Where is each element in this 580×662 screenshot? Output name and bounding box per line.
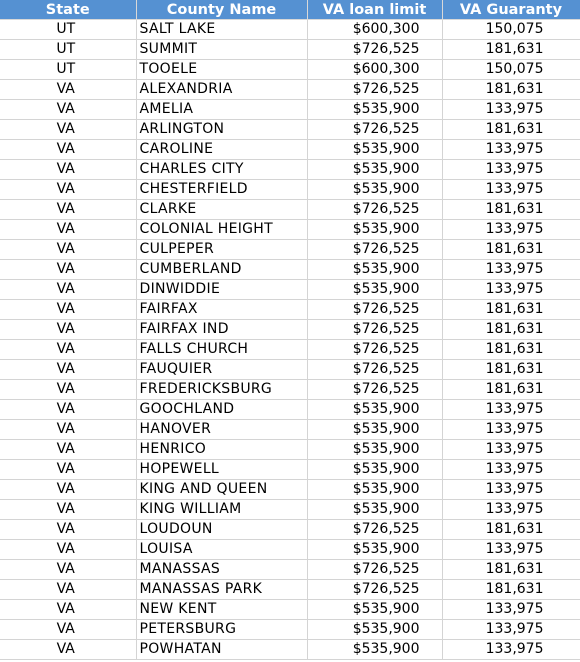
table-row [0, 400, 580, 420]
state-cell[interactable]: VA [0, 460, 136, 480]
state-cell[interactable]: VA [0, 120, 136, 140]
county-name-cell[interactable]: FALLS CHURCH [136, 340, 307, 360]
county-name-cell[interactable]: FREDERICKSBURG [136, 380, 307, 400]
county-name-cell[interactable]: CAROLINE [136, 140, 307, 160]
va-loan-limit-cell[interactable]: $535,900 [307, 600, 442, 620]
state-cell[interactable]: VA [0, 560, 136, 580]
va-guaranty-cell[interactable]: 181,631 [442, 300, 580, 320]
county-name-cell[interactable]: SUMMIT [136, 40, 307, 60]
table-row [0, 340, 580, 360]
state-cell[interactable]: VA [0, 440, 136, 460]
va-guaranty-cell[interactable]: 133,975 [442, 540, 580, 560]
county-name-cell[interactable]: FAIRFAX [136, 300, 307, 320]
va-guaranty-cell[interactable]: 133,975 [442, 420, 580, 440]
county-name-cell[interactable]: TOOELE [136, 60, 307, 80]
state-cell[interactable]: VA [0, 480, 136, 500]
county-name-cell[interactable]: FAIRFAX IND [136, 320, 307, 340]
county-name-cell[interactable]: POWHATAN [136, 640, 307, 660]
table-row [0, 560, 580, 580]
va-guaranty-cell[interactable]: 181,631 [442, 360, 580, 380]
va-guaranty-cell[interactable]: 181,631 [442, 320, 580, 340]
county-name-cell[interactable]: NEW KENT [136, 600, 307, 620]
state-cell[interactable]: VA [0, 640, 136, 660]
va-guaranty-cell[interactable]: 133,975 [442, 460, 580, 480]
va-guaranty-cell[interactable]: 133,975 [442, 480, 580, 500]
va-guaranty-cell[interactable]: 133,975 [442, 140, 580, 160]
va-guaranty-cell[interactable]: 181,631 [442, 40, 580, 60]
county-name-cell[interactable]: HANOVER [136, 420, 307, 440]
va-loan-limit-cell[interactable]: $726,525 [307, 380, 442, 400]
va-loan-limit-cell[interactable]: $726,525 [307, 80, 442, 100]
va-loan-limit-cell[interactable]: $726,525 [307, 240, 442, 260]
va-loan-limit-cell[interactable]: $535,900 [307, 620, 442, 640]
table-row [0, 640, 580, 660]
county-name-cell[interactable]: CULPEPER [136, 240, 307, 260]
county-name-cell[interactable]: GOOCHLAND [136, 400, 307, 420]
county-name-cell[interactable]: FAUQUIER [136, 360, 307, 380]
county-name-cell[interactable]: CHESTERFIELD [136, 180, 307, 200]
va-loan-limit-cell[interactable]: $726,525 [307, 360, 442, 380]
va-loan-limit-cell[interactable]: $726,525 [307, 120, 442, 140]
va-loan-limit-cell[interactable]: $726,525 [307, 40, 442, 60]
va-loan-limit-cell[interactable]: $600,300 [307, 20, 442, 40]
county-name-cell[interactable]: HOPEWELL [136, 460, 307, 480]
state-cell[interactable]: VA [0, 400, 136, 420]
va-loan-limit-cell[interactable]: $600,300 [307, 60, 442, 80]
county-name-cell[interactable]: DINWIDDIE [136, 280, 307, 300]
table-row [0, 200, 580, 220]
table-row [0, 160, 580, 180]
table-row [0, 460, 580, 480]
va-loan-limit-cell[interactable]: $535,900 [307, 260, 442, 280]
table-row [0, 600, 580, 620]
va-guaranty-cell[interactable]: 181,631 [442, 380, 580, 400]
va-guaranty-cell[interactable]: 133,975 [442, 500, 580, 520]
state-cell[interactable]: VA [0, 420, 136, 440]
table-body [0, 20, 580, 660]
state-cell[interactable]: VA [0, 180, 136, 200]
county-name-cell[interactable]: ALEXANDRIA [136, 80, 307, 100]
va-loan-limit-cell[interactable]: $726,525 [307, 580, 442, 600]
va-loan-limit-cell[interactable]: $535,900 [307, 640, 442, 660]
va-guaranty-cell[interactable]: 133,975 [442, 280, 580, 300]
va-guaranty-cell[interactable]: 181,631 [442, 520, 580, 540]
table-row [0, 100, 580, 120]
va-guaranty-cell[interactable]: 181,631 [442, 120, 580, 140]
state-cell[interactable]: VA [0, 320, 136, 340]
va-loan-limit-cell[interactable]: $726,525 [307, 340, 442, 360]
va-loan-limit-cell[interactable]: $535,900 [307, 100, 442, 120]
table-row [0, 540, 580, 560]
county-name-cell[interactable]: PETERSBURG [136, 620, 307, 640]
va-guaranty-cell[interactable]: 133,975 [442, 600, 580, 620]
county-name-cell[interactable]: CUMBERLAND [136, 260, 307, 280]
state-cell[interactable]: VA [0, 360, 136, 380]
table-row [0, 280, 580, 300]
county-name-cell[interactable]: LOUISA [136, 540, 307, 560]
table-row [0, 120, 580, 140]
state-cell[interactable]: VA [0, 160, 136, 180]
county-name-cell[interactable]: AMELIA [136, 100, 307, 120]
va-loan-limit-cell[interactable]: $726,525 [307, 560, 442, 580]
va-guaranty-cell[interactable]: 133,975 [442, 620, 580, 640]
va-guaranty-cell[interactable]: 150,075 [442, 20, 580, 40]
county-name-cell[interactable]: MANASSAS PARK [136, 580, 307, 600]
table-row [0, 220, 580, 240]
county-name-cell[interactable]: ARLINGTON [136, 120, 307, 140]
table-row [0, 480, 580, 500]
va-loan-limit-cell[interactable]: $535,900 [307, 480, 442, 500]
state-cell[interactable]: VA [0, 100, 136, 120]
county-name-cell[interactable]: MANASSAS [136, 560, 307, 580]
table-row [0, 580, 580, 600]
state-cell[interactable]: VA [0, 580, 136, 600]
va-loan-limit-cell[interactable]: $535,900 [307, 540, 442, 560]
county-name-cell[interactable]: CHARLES CITY [136, 160, 307, 180]
va-guaranty-cell[interactable]: 181,631 [442, 80, 580, 100]
va-guaranty-cell[interactable]: 133,975 [442, 220, 580, 240]
state-cell[interactable]: VA [0, 340, 136, 360]
state-cell[interactable]: VA [0, 520, 136, 540]
va-guaranty-cell[interactable]: 133,975 [442, 440, 580, 460]
va-guaranty-cell[interactable]: 181,631 [442, 580, 580, 600]
table-row [0, 240, 580, 260]
table-row [0, 500, 580, 520]
state-cell[interactable]: VA [0, 260, 136, 280]
header-state[interactable]: State [0, 0, 136, 20]
header-row [0, 0, 580, 20]
va-loan-limit-cell[interactable]: $535,900 [307, 400, 442, 420]
va-guaranty-cell[interactable]: 181,631 [442, 240, 580, 260]
state-cell[interactable]: VA [0, 200, 136, 220]
header-va-guaranty[interactable]: VA Guaranty [442, 0, 580, 20]
state-cell[interactable]: UT [0, 60, 136, 80]
state-cell[interactable]: VA [0, 540, 136, 560]
county-name-cell[interactable]: LOUDOUN [136, 520, 307, 540]
table-row [0, 80, 580, 100]
table-row [0, 20, 580, 40]
va-loan-limit-cell[interactable]: $726,525 [307, 520, 442, 540]
state-cell[interactable]: VA [0, 80, 136, 100]
header-va-loan-limit[interactable]: VA loan limit [307, 0, 442, 20]
va-guaranty-cell[interactable]: 181,631 [442, 200, 580, 220]
table-row [0, 380, 580, 400]
va-guaranty-cell[interactable]: 133,975 [442, 180, 580, 200]
va-guaranty-cell[interactable]: 133,975 [442, 400, 580, 420]
va-guaranty-cell[interactable]: 133,975 [442, 640, 580, 660]
state-cell[interactable]: UT [0, 20, 136, 40]
table-row [0, 140, 580, 160]
state-cell[interactable]: VA [0, 300, 136, 320]
va-loan-limit-cell[interactable]: $726,525 [307, 300, 442, 320]
va-loan-limit-cell[interactable]: $535,900 [307, 420, 442, 440]
table-row [0, 300, 580, 320]
va-loan-limit-cell[interactable]: $535,900 [307, 440, 442, 460]
va-guaranty-cell[interactable]: 133,975 [442, 260, 580, 280]
table-row [0, 40, 580, 60]
table-row [0, 60, 580, 80]
state-cell[interactable]: UT [0, 40, 136, 60]
state-cell[interactable]: VA [0, 500, 136, 520]
county-name-cell[interactable]: CLARKE [136, 200, 307, 220]
va-guaranty-cell[interactable]: 181,631 [442, 560, 580, 580]
table-row [0, 620, 580, 640]
state-cell[interactable]: VA [0, 280, 136, 300]
table-header [0, 0, 580, 20]
county-name-cell[interactable]: COLONIAL HEIGHT [136, 220, 307, 240]
va-guaranty-cell[interactable]: 133,975 [442, 160, 580, 180]
va-loan-limit-cell[interactable]: $535,900 [307, 140, 442, 160]
state-cell[interactable]: VA [0, 380, 136, 400]
va-guaranty-cell[interactable]: 150,075 [442, 60, 580, 80]
table-row [0, 420, 580, 440]
va-guaranty-cell[interactable]: 133,975 [442, 100, 580, 120]
va-loan-limit-cell[interactable]: $535,900 [307, 180, 442, 200]
county-name-cell[interactable]: HENRICO [136, 440, 307, 460]
va-guaranty-cell[interactable]: 181,631 [442, 340, 580, 360]
table-row [0, 180, 580, 200]
va-loan-limit-cell[interactable]: $535,900 [307, 160, 442, 180]
va-loan-limit-cell[interactable]: $726,525 [307, 320, 442, 340]
county-name-cell[interactable]: KING AND QUEEN [136, 480, 307, 500]
table-row [0, 440, 580, 460]
table-row [0, 360, 580, 380]
state-cell[interactable]: VA [0, 240, 136, 260]
county-name-cell[interactable]: SALT LAKE [136, 20, 307, 40]
va-loan-limit-cell[interactable]: $535,900 [307, 280, 442, 300]
state-cell[interactable]: VA [0, 620, 136, 640]
va-loan-limit-cell[interactable]: $535,900 [307, 500, 442, 520]
header-county-name[interactable]: County Name [136, 0, 307, 20]
table-row [0, 520, 580, 540]
county-name-cell[interactable]: KING WILLIAM [136, 500, 307, 520]
state-cell[interactable]: VA [0, 600, 136, 620]
state-cell[interactable]: VA [0, 140, 136, 160]
table-row [0, 260, 580, 280]
va-loan-limit-cell[interactable]: $535,900 [307, 220, 442, 240]
va-loan-limit-cell[interactable]: $726,525 [307, 200, 442, 220]
table-row [0, 320, 580, 340]
state-cell[interactable]: VA [0, 220, 136, 240]
va-loan-limit-cell[interactable]: $535,900 [307, 460, 442, 480]
